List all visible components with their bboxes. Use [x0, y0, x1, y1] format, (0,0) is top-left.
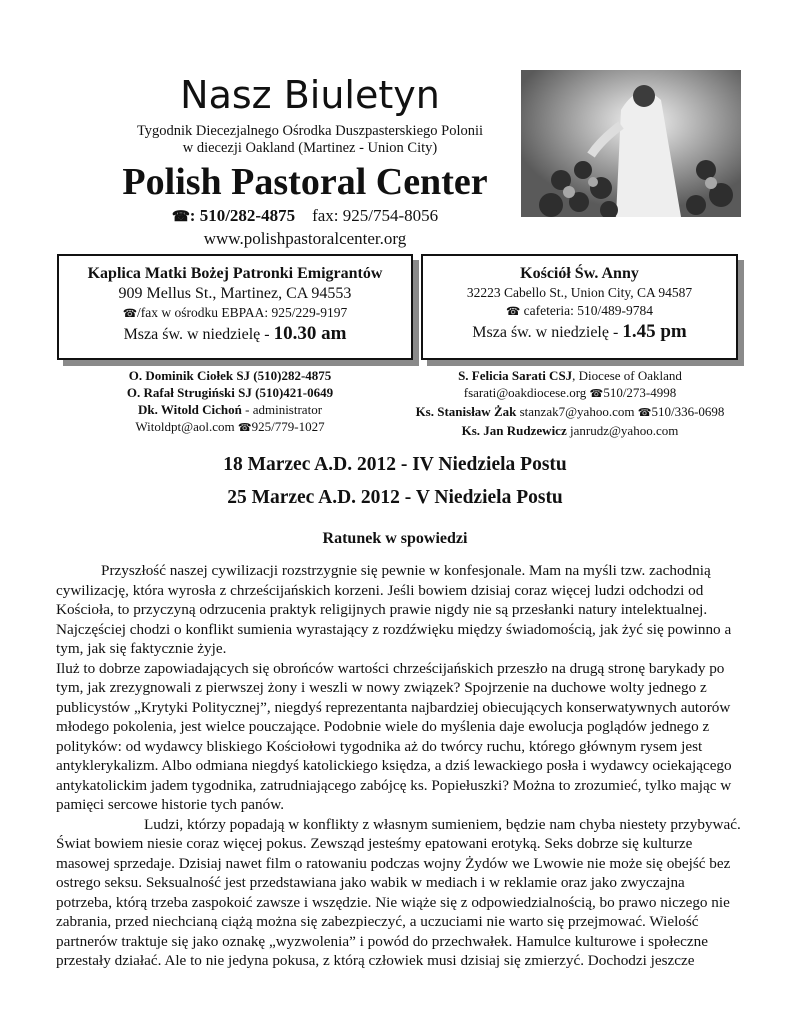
- martinez-chapel-address: 909 Mellus St., Martinez, CA 94553: [118, 285, 352, 302]
- mass-time-value: 10.30 am: [273, 323, 347, 344]
- staff-name: Dk. Witold Cichoń: [137, 402, 242, 417]
- contact-line: [110, 206, 500, 227]
- martinez-chapel-heading: Kaplica Matki Bożej Patronki Emigrantów: [87, 265, 383, 282]
- jesus-with-children-photo: [521, 70, 741, 217]
- staff-line: [70, 384, 390, 401]
- fax-number: fax: 925/754-8056: [312, 206, 439, 225]
- staff-list-left: [70, 367, 390, 437]
- staff-name: Ks. Jan Rudzewicz: [461, 423, 567, 438]
- date-line-1: 18 Marzec A.D. 2012 - IV Niedziela Postu: [223, 454, 567, 475]
- cafeteria-text: cafeteria: 510/489-9784: [520, 303, 653, 318]
- st-anne-church-box: [421, 254, 738, 360]
- phone-icon: ☎: [237, 422, 252, 434]
- staff-phone: 510/336-0698: [651, 404, 725, 419]
- martinez-mass-time: [59, 323, 411, 346]
- website-link[interactable]: www.polishpastoralcenter.org: [203, 229, 407, 248]
- staff-email[interactable]: fsarati@oakdiocese.org: [463, 385, 590, 400]
- staff-line: [385, 367, 755, 384]
- photo-illustration: [521, 70, 741, 217]
- article-title: Ratunek w spowiedzi: [322, 530, 468, 547]
- staff-line: [70, 418, 390, 437]
- phone-icon: ☎: [171, 209, 190, 225]
- staff-email[interactable]: stanzak7@yahoo.com: [516, 404, 638, 419]
- staff-role: , Diocese of Oakland: [572, 368, 682, 383]
- st-anne-heading: Kościół Św. Anny: [520, 265, 639, 282]
- staff-email[interactable]: janrudz@yahoo.com: [566, 423, 679, 438]
- phone-number: : 510/282-4875: [189, 206, 296, 225]
- martinez-fax-text: /fax w ośrodku EBPAA: 925/229-9197: [137, 305, 348, 320]
- subtitle-line-2: w diecezji Oakland (Martinez - Union City): [182, 140, 438, 156]
- staff-line: [70, 401, 390, 418]
- staff-name: Ks. Stanisław Żak: [415, 404, 517, 419]
- center-name: Polish Pastoral Center: [122, 161, 488, 203]
- phone-icon: ☎: [506, 306, 521, 318]
- staff-line: [70, 367, 390, 384]
- staff-name: S. Felicia Sarati CSJ: [458, 368, 573, 383]
- phone-icon: ☎: [589, 388, 604, 400]
- mass-label: Msza św. w niedzielę -: [472, 324, 623, 341]
- mass-label: Msza św. w niedzielę -: [123, 326, 274, 343]
- martinez-chapel-box: [57, 254, 413, 360]
- staff-list-right: [385, 367, 755, 439]
- bulletin-title: Nasz Biuletyn: [180, 73, 440, 117]
- staff-role: - administrator: [241, 402, 323, 417]
- staff-line: [385, 384, 755, 403]
- article-paragraph-3: Ludzi, którzy popadają w konflikty z własnym sumieniem, będzie nam chyba niestety przybywać. Świat bowiem niesie coraz więcej pokus. Zewsząd jesteśmy epatowani erotyką. Seks dobrze się kulturze masowej sprzedaje. Dzisiaj nawet film o ratowaniu podczas wojny Żydów we Lwowie nie może się obejść bez ostrego seksu. Seksualność jest przedstawiana jako wabik w mediach i w reklamie oraz jako zwyczajna potrzeba, którą trzeba zaspokoić zawsze i wszędzie. Nie wiąże się z odpowiedzialnością, bo prawo niczego nie zabrania, przed niechcianą ciążą można się zabezpieczyć, a uczuciami nie warto się przejmować. Wielość partnerów traktuje się jako oznakę „wyzwolenia” i powód do przechwałek. Hamulce kulturowe i społeczne przestały działać. Ale to nie jedyna pokusa, z którą człowiek musi dzisiaj się zmierzyć. Dochodzi jeszcze: [56, 815, 741, 969]
- article-paragraph-2: Iluż to dobrze zapowiadających się obrońców wartości chrześcijańskich przeszło na drugą stronę barykady po tym, jak zrezygnowali z pierwszej żony i weszli w nowy związek? Spojrzenie na duchowe wolty jednego z publicystów „Krytyki Politycznej”, niegdyś reprezentanta najbardziej obiecujących konserwatywnych autorów młodego pokolenia, jest wielce pouczające. Podobnie wiele do myślenia daje ewolucja poglądów jednego z polityków: od wydawcy bliskiego Kościołowi tygodnika aż do twórcy ruchu, którego głównym rysem jest antyklerykalizm. Albo odmiana niegdyś katolickiego księdza, a dziś lewackiego posła i wydawcy ociekającego antykatolickim jadem tygodnika, zatrudniającego zabójcę ks. Popiełuszki? Można to zrozumieć, tylko mając w pamięci sercowe historie tych panów.: [56, 659, 732, 813]
- article-paragraph-1: Przyszłość naszej cywilizacji rozstrzygnie się pewnie w konfesjonale. Mam na myśli tzw. zachodnią cywilizację, która wyrosła z chrześcijańskich korzeni. Jeśli bowiem dzisiaj coraz więcej ludzi odchodzi od Kościoła, to przyczyną odrzucenia praktyk religijnych prawie nigdy nie są przesłanki natury intelektualnej. Najczęściej chodzi o konflikt sumienia wyrastający z rozdźwięku między świadomością, jak żyć się powinno a tym, jak się faktycznie żyje.: [56, 562, 732, 657]
- subtitle-line-1: Tygodnik Diecezjalnego Ośrodka Duszpasterskiego Polonii: [136, 123, 484, 139]
- staff-phone: 925/779-1027: [251, 419, 325, 434]
- mass-time-value: 1.45 pm: [622, 321, 687, 342]
- st-anne-cafeteria: [423, 302, 736, 321]
- staff-line: [385, 403, 755, 422]
- staff-email[interactable]: Witoldpt@aol.com: [135, 419, 238, 434]
- phone-icon: ☎: [122, 308, 138, 320]
- date-line-2: 25 Marzec A.D. 2012 - V Niedziela Postu: [227, 487, 563, 508]
- phone-icon: ☎: [637, 407, 652, 419]
- bulletin-subtitle: [100, 123, 520, 157]
- staff-name: O. Dominik Ciołek SJ (510)282-4875: [128, 368, 332, 383]
- article-body: [56, 561, 744, 971]
- st-anne-address: 32223 Cabello St., Union City, CA 94587: [466, 285, 693, 300]
- staff-phone: 510/273-4998: [603, 385, 677, 400]
- st-anne-mass-time: [423, 321, 736, 344]
- staff-name: O. Rafał Strugiński SJ (510)421-0649: [126, 385, 334, 400]
- staff-line: [385, 422, 755, 439]
- martinez-chapel-fax: [59, 304, 411, 323]
